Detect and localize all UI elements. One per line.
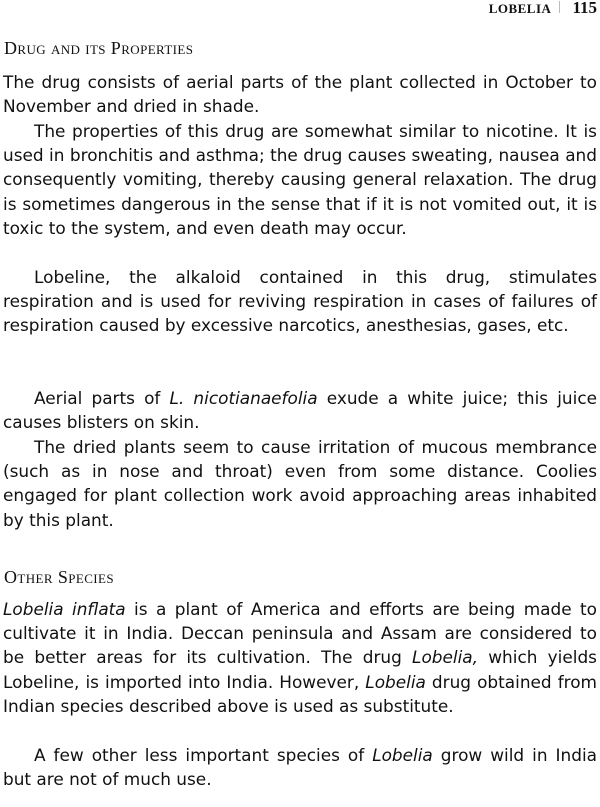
running-head-title: LOBELIA [488, 1, 552, 16]
paragraph-dried-plants: The dried plants seem to cause irritation of mucous membrance (such as in nose and throat) even from some distance. Coolies engaged for plant collection work avoid approaching areas inhabited by this plant. [3, 437, 597, 530]
paragraph-drug-properties: The properties of this drug are somewhat similar to nicotine. It is used in bronchitis and asthma; the drug causes sweating, nausea and consequently vomiting, thereby causing general relaxation. The drug is sometimes dangerous in the sense that if it is not vomited out, it is toxic to the system, and even death may occur. [3, 121, 597, 238]
paragraph-drug-collection: The drug consists of aerial parts of the plant collected in October to November and dried in shade. [3, 72, 597, 117]
paragraph-inflata-text-1: is a plant of America and efforts are being made to cultivate it in India. Deccan peninsula and Assam are considered to be better areas for its cultivation. The drug [3, 599, 597, 668]
running-head [489, 0, 597, 22]
genus-name-lobelia: Lobelia [365, 671, 426, 692]
paragraph-other-species-text-2: grow wild in India but are not of much use. [3, 745, 597, 790]
paragraph-inflata-text-2: which yields Lobeline, is imported into India. However, [3, 647, 597, 692]
page-number: 115 [572, 0, 597, 17]
genus-name-lobelia-2: Lobelia [372, 745, 433, 765]
paragraph-other-species-text-1: A few other less important species of [34, 745, 373, 765]
species-name-inflata: Lobelia inflata [3, 599, 126, 619]
paragraph-other-species [3, 743, 597, 791]
section-heading-other-species: Other Species [4, 567, 114, 587]
drug-name-lobelia: Lobelia, [412, 647, 479, 668]
paragraph-aerial-parts-text-1: Aerial parts of [34, 388, 170, 408]
paragraph-aerial-parts [3, 386, 597, 434]
paragraph-inflata-text-3: drug obtained from Indian species described above is used as substitute. [3, 671, 597, 716]
paragraph-lobelia-inflata [3, 597, 597, 718]
running-head-divider [559, 1, 560, 13]
species-name-nicotianaefolia: L. nicotianaefolia [169, 388, 318, 408]
paragraph-lobeline: Lobeline, the alkaloid contained in this drug, stimulates respiration and is used for reviving respiration in cases of failures of respiration caused by excessive narcotics, anesthesias, gases, etc. [3, 267, 597, 336]
section-heading-drug-properties: Drug and its Properties [4, 38, 194, 58]
paragraph-aerial-parts-text-2: exude a white juice; this juice causes blisters on skin. [3, 388, 598, 433]
